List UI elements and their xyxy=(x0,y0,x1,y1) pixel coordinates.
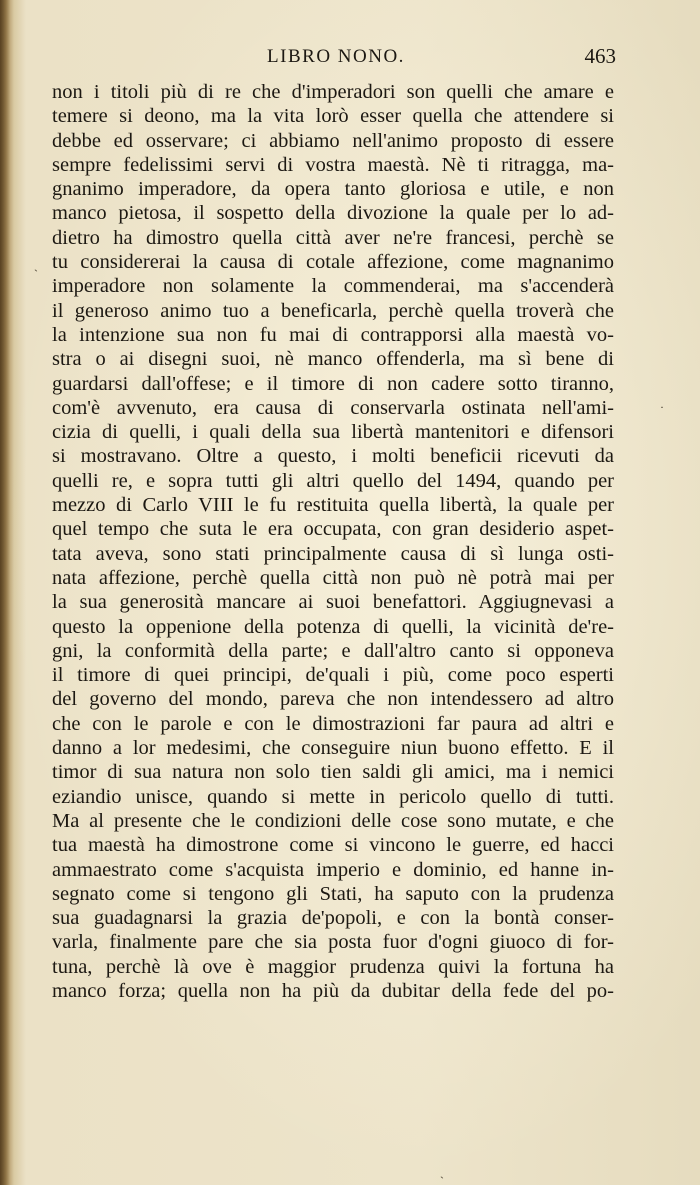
text-line: manco forza; quella non ha più da dubitar della fede del po- xyxy=(52,979,614,1002)
text-line: debbe ed osservare; ci abbiamo nell'animo proposto di essere xyxy=(52,129,614,152)
text-line: dietro ha dimostro quella città aver ne're francesi, perchè se xyxy=(52,226,614,249)
text-line: che con le parole e con le dimostrazioni far paura ad altri e xyxy=(52,712,614,735)
text-line: segnato come si tengono gli Stati, ha saputo con la prudenza xyxy=(52,882,614,905)
text-line: sempre fedelissimi servi di vostra maestà. Nè ti ritragga, ma- xyxy=(52,153,614,176)
text-line: com'è avvenuto, era causa di conservarla ostinata nell'ami- xyxy=(52,396,614,419)
text-line: tua maestà ha dimostrone come si vincono le guerre, ed hacci xyxy=(52,834,614,857)
text-line: gni, la conformità della parte; e dall'altro canto si opponeva xyxy=(52,639,614,662)
text-line: tuna, perchè là ove è maggior prudenza quivi la fortuna ha xyxy=(52,955,614,978)
text-line: eziandio unisce, quando si mette in pericolo quello di tutti. xyxy=(52,785,614,808)
text-line: sua guadagnarsi la grazia de'popoli, e con la bontà conser- xyxy=(52,907,614,930)
text-line: imperadore non solamente la commenderai, ma s'accenderà xyxy=(52,275,614,298)
text-line: gnanimo imperadore, da opera tanto gloriosa e utile, e non xyxy=(52,178,614,201)
text-line: timor di sua natura non solo tien saldi gli amici, ma i nemici xyxy=(52,761,614,784)
body-text xyxy=(52,80,614,1003)
margin-speck: ˏ xyxy=(34,258,38,272)
binding-shadow xyxy=(0,0,10,1185)
text-line: la sua generosità mancare ai suoi benefattori. Aggiugnevasi a xyxy=(52,591,614,614)
text-line: il timore di quei principi, de'quali i più, come poco esperti xyxy=(52,664,614,687)
text-line: guardarsi dall'offese; e il timore di non cadere sotto tiranno, xyxy=(52,372,614,395)
text-line: del governo del mondo, pareva che non intendessero ad altro xyxy=(52,688,614,711)
text-line: tu considererai la causa di cotale affezione, come magnanimo xyxy=(52,251,614,274)
text-line: la intenzione sua non fu mai di contrapporsi alla maestà vo- xyxy=(52,323,614,346)
margin-speck: ˎ xyxy=(440,1165,444,1179)
running-title: LIBRO NONO. xyxy=(267,46,405,67)
text-line: mezzo di Carlo VIII le fu restituita quella libertà, la quale per xyxy=(52,494,614,517)
text-line: temere si deono, ma la vita lorò esser quella che attendere si xyxy=(52,105,614,128)
text-line: tata aveva, sono stati principalmente causa di sì lunga osti- xyxy=(52,542,614,565)
text-line: il generoso animo tuo a beneficarla, perchè quella troverà che xyxy=(52,299,614,322)
text-line: si mostravano. Oltre a questo, i molti beneficii ricevuti da xyxy=(52,445,614,468)
page-number: 463 xyxy=(584,44,616,68)
text-line: questo la oppenione della potenza di quelli, la vicinità de're- xyxy=(52,615,614,638)
text-line: cizia di quelli, i quali della sua libertà mantenitori e difensori xyxy=(52,421,614,444)
text-line: quel tempo che suta le era occupata, con gran desiderio aspet- xyxy=(52,518,614,541)
text-line: ammaestrato come s'acquista imperio e dominio, ed hanne in- xyxy=(52,858,614,881)
text-line: quelli re, e sopra tutti gli altri quello del 1494, quando per xyxy=(52,469,614,492)
running-head xyxy=(56,42,616,72)
text-line: Ma al presente che le condizioni delle cose sono mutate, e che xyxy=(52,809,614,832)
text-line: nata affezione, perchè quella città non può nè potrà mai per xyxy=(52,566,614,589)
text-line: danno a lor medesimi, che conseguire niun buono effetto. E il xyxy=(52,737,614,760)
margin-speck: · xyxy=(660,400,664,414)
text-line: non i titoli più di re che d'imperadori son quelli che amare e xyxy=(52,81,614,103)
text-line: manco pietosa, il sospetto della divozione la quale per lo ad- xyxy=(52,202,614,225)
text-line: stra o ai disegni suoi, nè manco offenderla, ma sì bene di xyxy=(52,348,614,371)
text-line: varla, finalmente pare che sia posta fuor d'ogni giuoco di for- xyxy=(52,931,614,954)
